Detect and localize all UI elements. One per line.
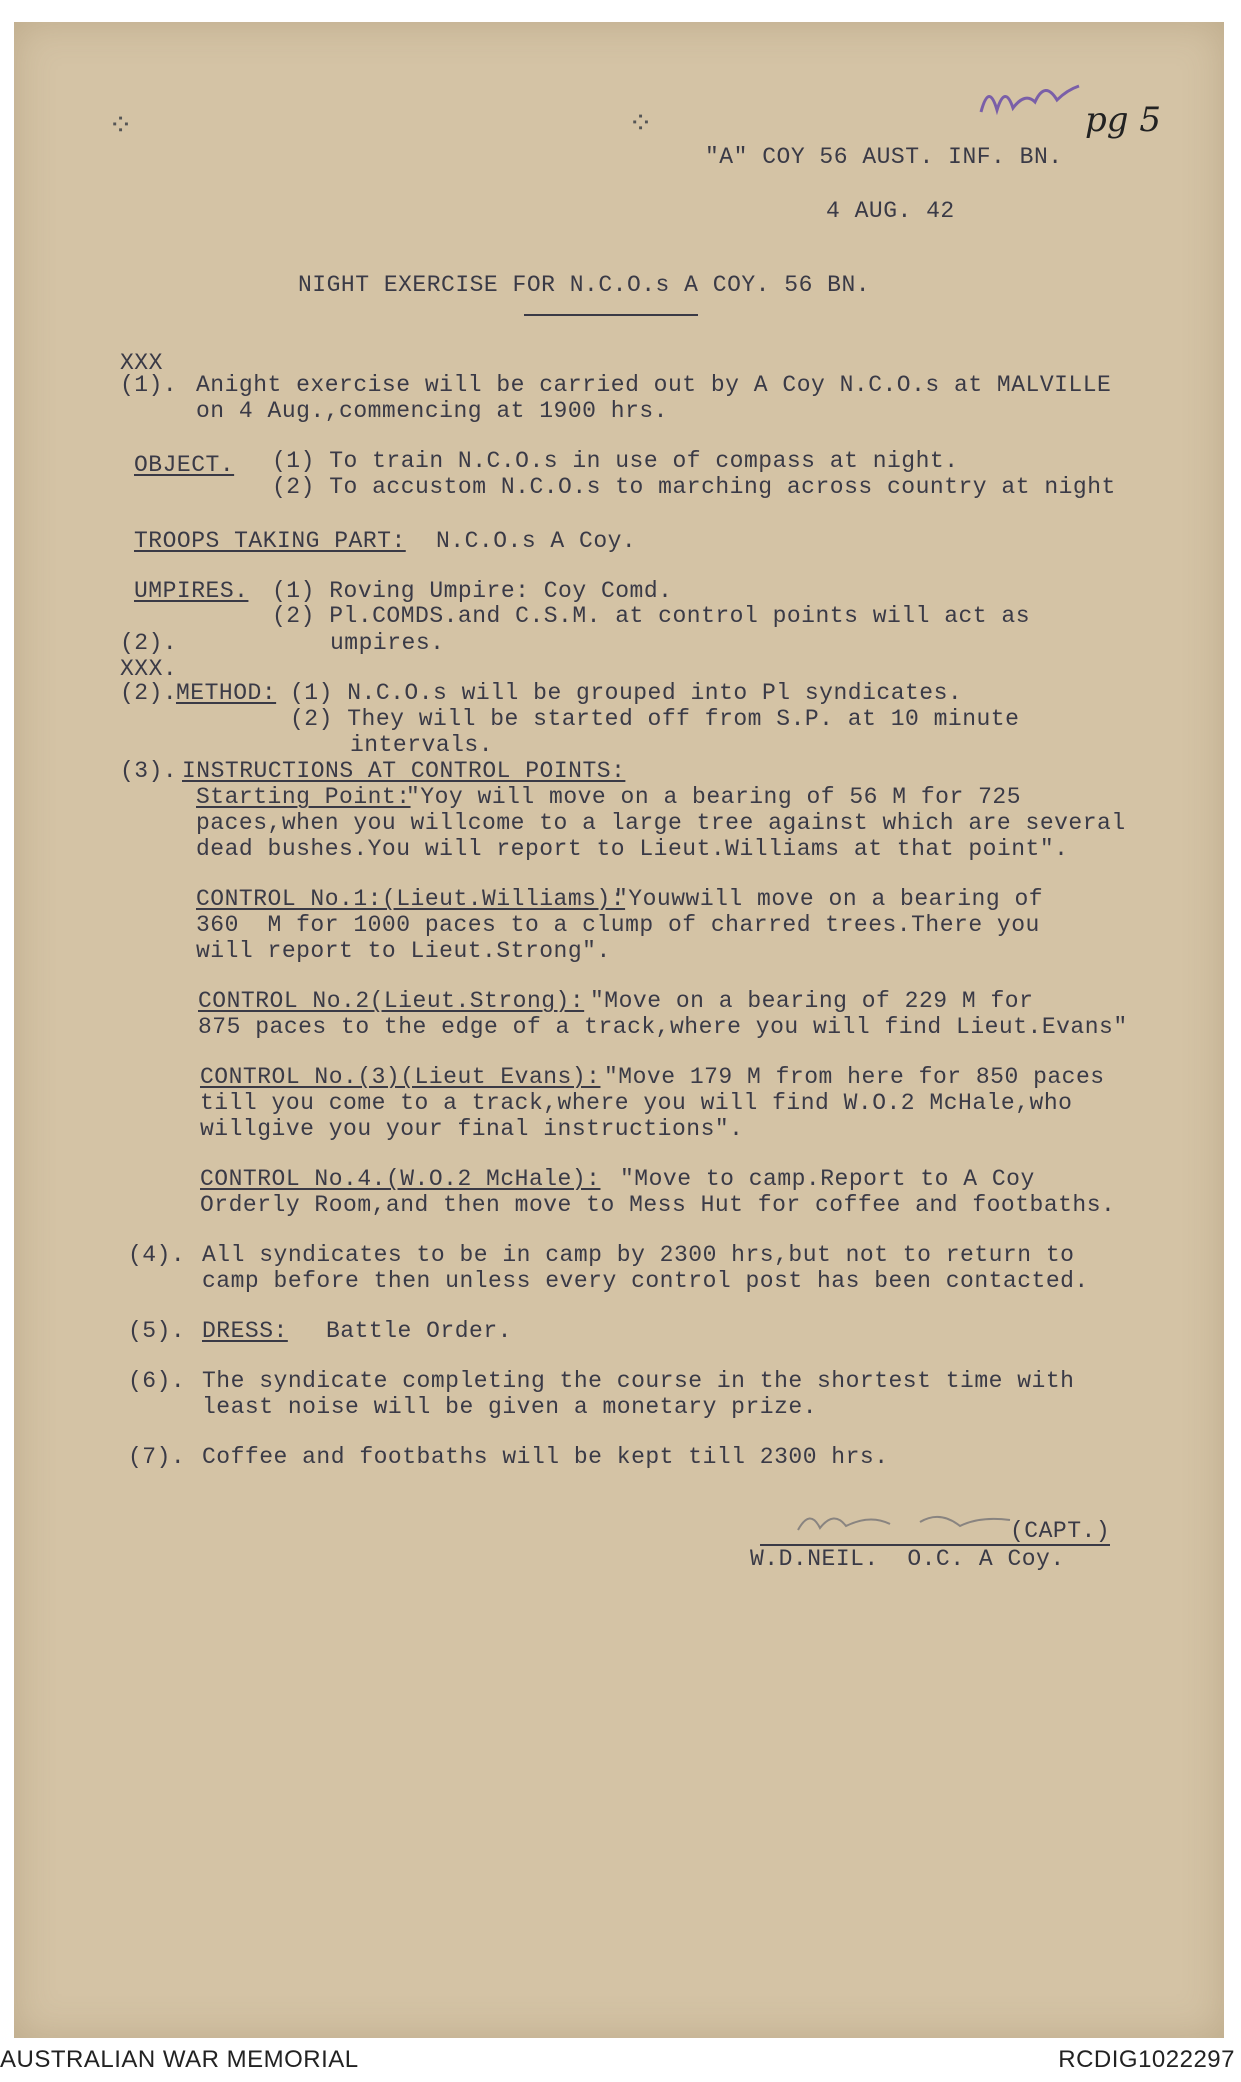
para-text: "Move on a bearing of 229 M for (590, 988, 1034, 1014)
para-text: paces,when you willcome to a large tree against which are several (196, 810, 1126, 836)
para-text: "Move 179 M from here for 850 paces (604, 1064, 1105, 1090)
para-text: Anight exercise will be carried out by A Coy N.C.O.s at MALVILLE (196, 372, 1112, 398)
para-text: (2) They will be started off from S.P. at 10 minute (290, 706, 1020, 732)
para-text: (1) Roving Umpire: Coy Comd. (272, 578, 673, 604)
para-text: "Yoy will move on a bearing of 56 M for 725 (406, 784, 1021, 810)
unit-heading: "A" COY 56 AUST. INF. BN. (705, 144, 1063, 170)
para-text: (1) N.C.O.s will be grouped into Pl syndicates. (290, 680, 963, 706)
struck-text: XXX (120, 350, 163, 376)
para-text: (1) To train N.C.O.s in use of compass at night. (272, 448, 959, 474)
para-text: N.C.O.s A Coy. (436, 528, 637, 554)
section-label: DRESS: (202, 1318, 288, 1344)
ink-smudge: ⁘ (628, 109, 654, 143)
para-number: (2). (120, 680, 178, 706)
para-text: 360 M for 1000 paces to a clump of charred trees.There you (196, 912, 1040, 938)
section-label: CONTROL No.4.(W.O.2 McHale): (200, 1166, 601, 1192)
ink-smudge: ⁘ (108, 111, 134, 145)
para-text: intervals. (350, 732, 494, 758)
struck-text: XXX. (120, 656, 178, 682)
para-number: (5). (128, 1318, 186, 1344)
para-text: Orderly Room,and then move to Mess Hut for coffee and footbaths. (200, 1192, 1116, 1218)
section-label: CONTROL No.2(Lieut.Strong): (198, 988, 585, 1014)
para-number: (1). (120, 372, 178, 398)
archive-name: AUSTRALIAN WAR MEMORIAL (0, 2046, 359, 2073)
section-label: UMPIRES. (134, 578, 249, 604)
para-number: (3). (120, 758, 178, 784)
para-text: will report to Lieut.Strong". (196, 938, 611, 964)
para-text: "Youwwill move on a bearing of (614, 886, 1044, 912)
section-label: Starting Point: (196, 784, 411, 810)
section-label: CONTROL No.(3)(Lieut Evans): (200, 1064, 601, 1090)
section-label: OBJECT. (134, 452, 235, 478)
title-underline (524, 314, 698, 316)
page-annotation: pg 5 (1085, 100, 1161, 140)
para-number: (6). (128, 1368, 186, 1394)
para-text: The syndicate completing the course in the shortest time with (202, 1368, 1075, 1394)
para-text: All syndicates to be in camp by 2300 hrs,but not to return to (202, 1242, 1075, 1268)
document-title: NIGHT EXERCISE FOR N.C.O.s A COY. 56 BN. (298, 272, 871, 298)
para-text: willgive you your final instructions". (200, 1116, 744, 1142)
para-text: till you come to a track,where you will find W.O.2 McHale,who (200, 1090, 1073, 1116)
signatory-rank: (CAPT.) (1010, 1518, 1111, 1544)
signatory-name: W.D.NEIL. O.C. A Coy. (750, 1546, 1065, 1572)
section-label: CONTROL No.1:(Lieut.Williams): (196, 886, 626, 912)
para-number: (2). (120, 630, 178, 656)
para-text: Coffee and footbaths will be kept till 2300 hrs. (202, 1444, 889, 1470)
para-text: umpires. (330, 630, 445, 656)
para-text: camp before then unless every control post has been contacted. (202, 1268, 1089, 1294)
document-date: 4 AUG. 42 (826, 198, 955, 224)
para-text: "Move to camp.Report to A Coy (620, 1166, 1035, 1192)
para-number: (7). (128, 1444, 186, 1470)
section-label: METHOD: (176, 680, 277, 706)
para-text: (2) Pl.COMDS.and C.S.M. at control points will act as (272, 603, 1031, 629)
archive-reference: RCDIG1022297 (1058, 2046, 1235, 2073)
para-text: Battle Order. (326, 1318, 512, 1344)
section-label: TROOPS TAKING PART: (134, 528, 406, 554)
signature (790, 1500, 1030, 1540)
section-label: INSTRUCTIONS AT CONTROL POINTS: (182, 758, 626, 784)
para-text: least noise will be given a monetary prize. (202, 1394, 817, 1420)
para-text: 875 paces to the edge of a track,where you will find Lieut.Evans" (198, 1014, 1128, 1040)
para-number: (4). (128, 1242, 186, 1268)
para-text: dead bushes.You will report to Lieut.Williams at that point". (196, 836, 1069, 862)
para-text: (2) To accustom N.C.O.s to marching across country at night (272, 474, 1116, 500)
para-text: on 4 Aug.,commencing at 1900 hrs. (196, 398, 668, 424)
